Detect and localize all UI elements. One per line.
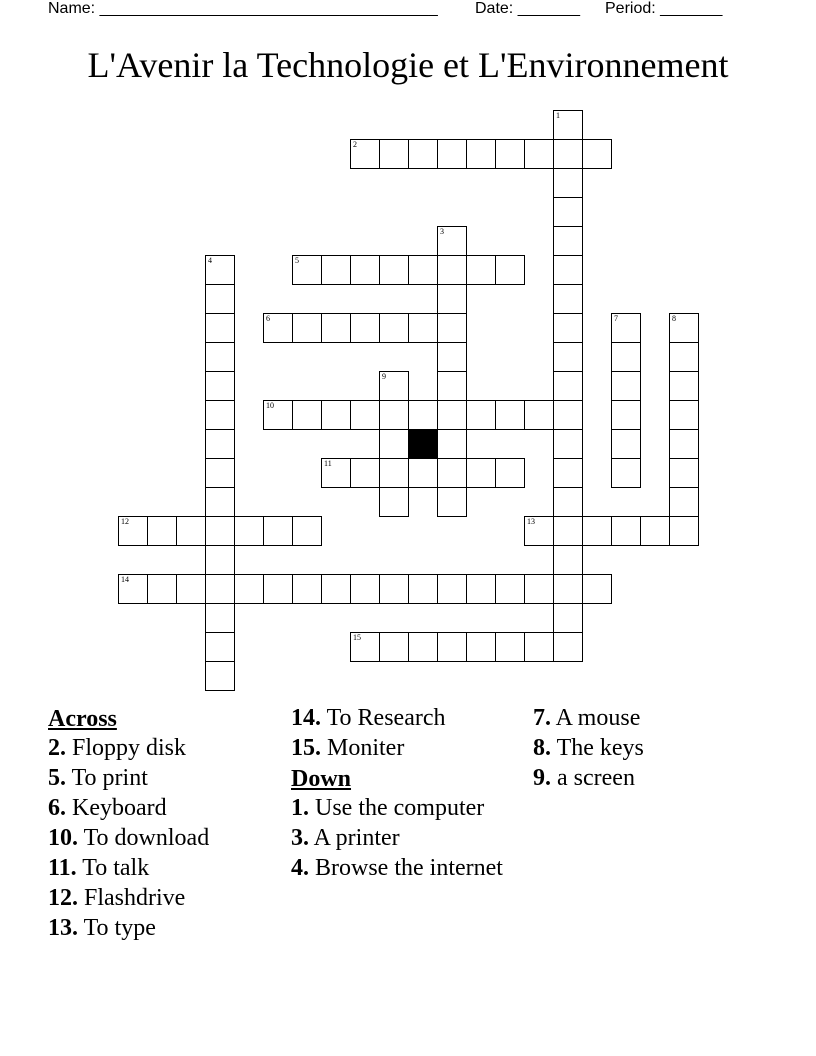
grid-cell[interactable]: [118, 516, 148, 546]
grid-cell[interactable]: [553, 487, 583, 517]
grid-cell[interactable]: [408, 574, 438, 604]
grid-cell[interactable]: [437, 226, 467, 256]
grid-cell[interactable]: [408, 632, 438, 662]
clue-across-1: [48, 764, 278, 792]
clue-text: To type: [78, 915, 156, 941]
grid-cell[interactable]: [350, 139, 380, 169]
grid-cell[interactable]: [205, 313, 235, 343]
grid-cell[interactable]: [292, 255, 322, 285]
clue-number: 1.: [291, 795, 309, 821]
grid-cell[interactable]: [466, 574, 496, 604]
grid-cell[interactable]: [553, 197, 583, 227]
grid-cell[interactable]: [292, 574, 322, 604]
clue-text: Keyboard: [66, 795, 167, 821]
cell-number: 7: [614, 314, 618, 323]
grid-cell[interactable]: [437, 400, 467, 430]
grid-cell[interactable]: [379, 429, 409, 459]
grid-cell[interactable]: [205, 255, 235, 285]
grid-cell[interactable]: [553, 632, 583, 662]
grid-cell[interactable]: [176, 574, 206, 604]
grid-cell[interactable]: [611, 429, 641, 459]
clue-text: Floppy disk: [66, 735, 187, 761]
clue-text: Browse the internet: [309, 855, 503, 881]
cell-number: 6: [266, 314, 270, 323]
grid-cell[interactable]: [611, 516, 641, 546]
clue-number: 13.: [48, 915, 78, 941]
clue-text: A printer: [309, 825, 400, 851]
clue-down-3: [533, 704, 763, 732]
grid-cell[interactable]: [466, 400, 496, 430]
grid-cell[interactable]: [669, 371, 699, 401]
grid-cell[interactable]: [437, 371, 467, 401]
grid-cell[interactable]: [408, 400, 438, 430]
date-field[interactable]: Date: _______: [475, 0, 580, 17]
cell-number: 11: [324, 459, 332, 468]
period-field[interactable]: Period: _______: [605, 0, 723, 17]
grid-cell[interactable]: [205, 487, 235, 517]
cell-number: 10: [266, 401, 274, 410]
clues-column-3: [533, 704, 763, 794]
grid-cell[interactable]: [524, 516, 554, 546]
grid-cell[interactable]: [553, 603, 583, 633]
clue-across-2: [48, 794, 278, 822]
grid-cell[interactable]: [350, 458, 380, 488]
cell-number: 8: [672, 314, 676, 323]
clues-column-1: [48, 704, 278, 944]
grid-cell[interactable]: [669, 458, 699, 488]
grid-cell[interactable]: [321, 400, 351, 430]
clue-number: 14.: [291, 705, 321, 731]
grid-cell[interactable]: [437, 487, 467, 517]
grid-cell[interactable]: [321, 574, 351, 604]
grid-cell[interactable]: [379, 400, 409, 430]
cell-number: 3: [440, 227, 444, 236]
grid-cell[interactable]: [437, 574, 467, 604]
clue-text: To print: [66, 765, 148, 791]
grid-cell[interactable]: [466, 255, 496, 285]
clue-down-5: [533, 764, 763, 792]
grid-cell[interactable]: [582, 139, 612, 169]
grid-cell[interactable]: [437, 342, 467, 372]
clue-text: The keys: [551, 735, 644, 761]
grid-cell[interactable]: [205, 458, 235, 488]
clue-across-7: [291, 704, 521, 732]
grid-cell[interactable]: [611, 400, 641, 430]
down-heading: Down: [291, 766, 352, 792]
cell-number: 13: [527, 517, 535, 526]
clue-across-6: [48, 914, 278, 942]
grid-cell[interactable]: [205, 371, 235, 401]
clue-across-0: [48, 734, 278, 762]
grid-cell[interactable]: [379, 255, 409, 285]
grid-cell[interactable]: [379, 313, 409, 343]
grid-cell[interactable]: [553, 226, 583, 256]
grid-cell[interactable]: [669, 313, 699, 343]
grid-cell[interactable]: [292, 313, 322, 343]
grid-cell[interactable]: [321, 313, 351, 343]
clue-number: 6.: [48, 795, 66, 821]
cell-number: 2: [353, 140, 357, 149]
grid-cell[interactable]: [553, 516, 583, 546]
grid-cell[interactable]: [292, 400, 322, 430]
grid-cell[interactable]: [611, 313, 641, 343]
grid-cell[interactable]: [524, 632, 554, 662]
grid-cell[interactable]: [466, 139, 496, 169]
grid-cell[interactable]: [553, 429, 583, 459]
grid-cell[interactable]: [205, 632, 235, 662]
grid-cell[interactable]: [147, 516, 177, 546]
grid-cell[interactable]: [263, 400, 293, 430]
grid-cell[interactable]: [640, 516, 670, 546]
grid-cell[interactable]: [205, 429, 235, 459]
clue-text: To Research: [321, 705, 446, 731]
clue-across-3: [48, 824, 278, 852]
clue-text: Flashdrive: [78, 885, 186, 911]
grid-cell[interactable]: [263, 313, 293, 343]
cell-number: 4: [208, 256, 212, 265]
cell-number: 5: [295, 256, 299, 265]
grid-cell[interactable]: [205, 574, 235, 604]
grid-cell[interactable]: [524, 400, 554, 430]
clue-text: Moniter: [321, 735, 405, 761]
grid-cell[interactable]: [205, 661, 235, 691]
grid-cell[interactable]: [408, 458, 438, 488]
across-heading: Across: [48, 706, 117, 732]
grid-cell[interactable]: [669, 400, 699, 430]
grid-cell[interactable]: [408, 255, 438, 285]
cell-number: 15: [353, 633, 361, 642]
name-field[interactable]: Name: ______________________________________: [48, 0, 438, 17]
grid-cell[interactable]: [553, 110, 583, 140]
clue-text: A mouse: [551, 705, 641, 731]
grid-cell[interactable]: [669, 516, 699, 546]
grid-cell[interactable]: [553, 545, 583, 575]
clue-number: 3.: [291, 825, 309, 851]
grid-cell[interactable]: [205, 400, 235, 430]
grid-cell[interactable]: [495, 139, 525, 169]
grid-cell[interactable]: [553, 313, 583, 343]
grid-cell[interactable]: [147, 574, 177, 604]
grid-block: [408, 429, 438, 459]
grid-cell[interactable]: [205, 603, 235, 633]
grid-cell[interactable]: [437, 255, 467, 285]
grid-cell[interactable]: [234, 574, 264, 604]
clue-number: 4.: [291, 855, 309, 881]
grid-cell[interactable]: [437, 632, 467, 662]
grid-cell[interactable]: [437, 458, 467, 488]
clue-down-0: [291, 794, 521, 822]
grid-cell[interactable]: [379, 632, 409, 662]
grid-cell[interactable]: [466, 458, 496, 488]
clue-number: 9.: [533, 765, 551, 791]
clues-column-2: [291, 704, 521, 884]
grid-cell[interactable]: [350, 400, 380, 430]
clue-number: 2.: [48, 735, 66, 761]
grid-cell[interactable]: [205, 342, 235, 372]
grid-cell[interactable]: [466, 632, 496, 662]
clue-across-5: [48, 884, 278, 912]
grid-cell[interactable]: [350, 632, 380, 662]
clue-number: 11.: [48, 855, 77, 881]
clue-down-4: [533, 734, 763, 762]
grid-cell[interactable]: [263, 574, 293, 604]
grid-cell[interactable]: [234, 516, 264, 546]
grid-cell[interactable]: [611, 371, 641, 401]
clue-number: 8.: [533, 735, 551, 761]
grid-cell[interactable]: [350, 313, 380, 343]
grid-cell[interactable]: [553, 342, 583, 372]
grid-cell[interactable]: [553, 168, 583, 198]
clue-down-2: [291, 854, 521, 882]
clue-number: 15.: [291, 735, 321, 761]
grid-cell[interactable]: [669, 487, 699, 517]
clue-number: 5.: [48, 765, 66, 791]
grid-cell[interactable]: [350, 574, 380, 604]
grid-cell[interactable]: [205, 545, 235, 575]
grid-cell[interactable]: [205, 284, 235, 314]
clue-number: 10.: [48, 825, 78, 851]
grid-cell[interactable]: [495, 255, 525, 285]
grid-cell[interactable]: [437, 284, 467, 314]
grid-cell[interactable]: [118, 574, 148, 604]
grid-cell[interactable]: [524, 574, 554, 604]
grid-cell[interactable]: [553, 458, 583, 488]
grid-cell[interactable]: [321, 458, 351, 488]
grid-cell[interactable]: [437, 313, 467, 343]
grid-cell[interactable]: [379, 458, 409, 488]
clue-text: To download: [78, 825, 210, 851]
grid-cell[interactable]: [379, 574, 409, 604]
grid-cell[interactable]: [553, 400, 583, 430]
grid-cell[interactable]: [669, 429, 699, 459]
grid-cell[interactable]: [321, 255, 351, 285]
grid-cell[interactable]: [205, 516, 235, 546]
grid-cell[interactable]: [350, 255, 380, 285]
grid-cell[interactable]: [379, 139, 409, 169]
grid-cell[interactable]: [408, 313, 438, 343]
grid-cell[interactable]: [553, 284, 583, 314]
grid-cell[interactable]: [553, 574, 583, 604]
grid-cell[interactable]: [582, 516, 612, 546]
clue-number: 7.: [533, 705, 551, 731]
grid-cell[interactable]: [379, 487, 409, 517]
grid-cell[interactable]: [553, 139, 583, 169]
grid-cell[interactable]: [611, 342, 641, 372]
clue-across-4: [48, 854, 278, 882]
clue-down-1: [291, 824, 521, 852]
grid-cell[interactable]: [437, 139, 467, 169]
page-title: L'Avenir la Technologie et L'Environnement: [87, 45, 729, 85]
grid-cell[interactable]: [408, 139, 438, 169]
clue-text: To talk: [76, 855, 150, 881]
cell-number: 9: [382, 372, 386, 381]
grid-cell[interactable]: [495, 632, 525, 662]
grid-cell[interactable]: [263, 516, 293, 546]
grid-cell[interactable]: [611, 458, 641, 488]
cell-number: 14: [121, 575, 129, 584]
grid-cell[interactable]: [495, 400, 525, 430]
grid-cell[interactable]: [495, 574, 525, 604]
grid-cell[interactable]: [669, 342, 699, 372]
grid-cell[interactable]: [176, 516, 206, 546]
clue-text: Use the computer: [309, 795, 485, 821]
cell-number: 12: [121, 517, 129, 526]
clue-across-8: [291, 734, 521, 762]
cell-number: 1: [556, 111, 560, 120]
clue-number: 12.: [48, 885, 78, 911]
grid-cell[interactable]: [553, 371, 583, 401]
grid-cell[interactable]: [495, 458, 525, 488]
grid-cell[interactable]: [379, 371, 409, 401]
grid-cell[interactable]: [437, 429, 467, 459]
grid-cell[interactable]: [553, 255, 583, 285]
grid-cell[interactable]: [292, 516, 322, 546]
grid-cell[interactable]: [582, 574, 612, 604]
clue-text: a screen: [551, 765, 635, 791]
grid-cell[interactable]: [524, 139, 554, 169]
